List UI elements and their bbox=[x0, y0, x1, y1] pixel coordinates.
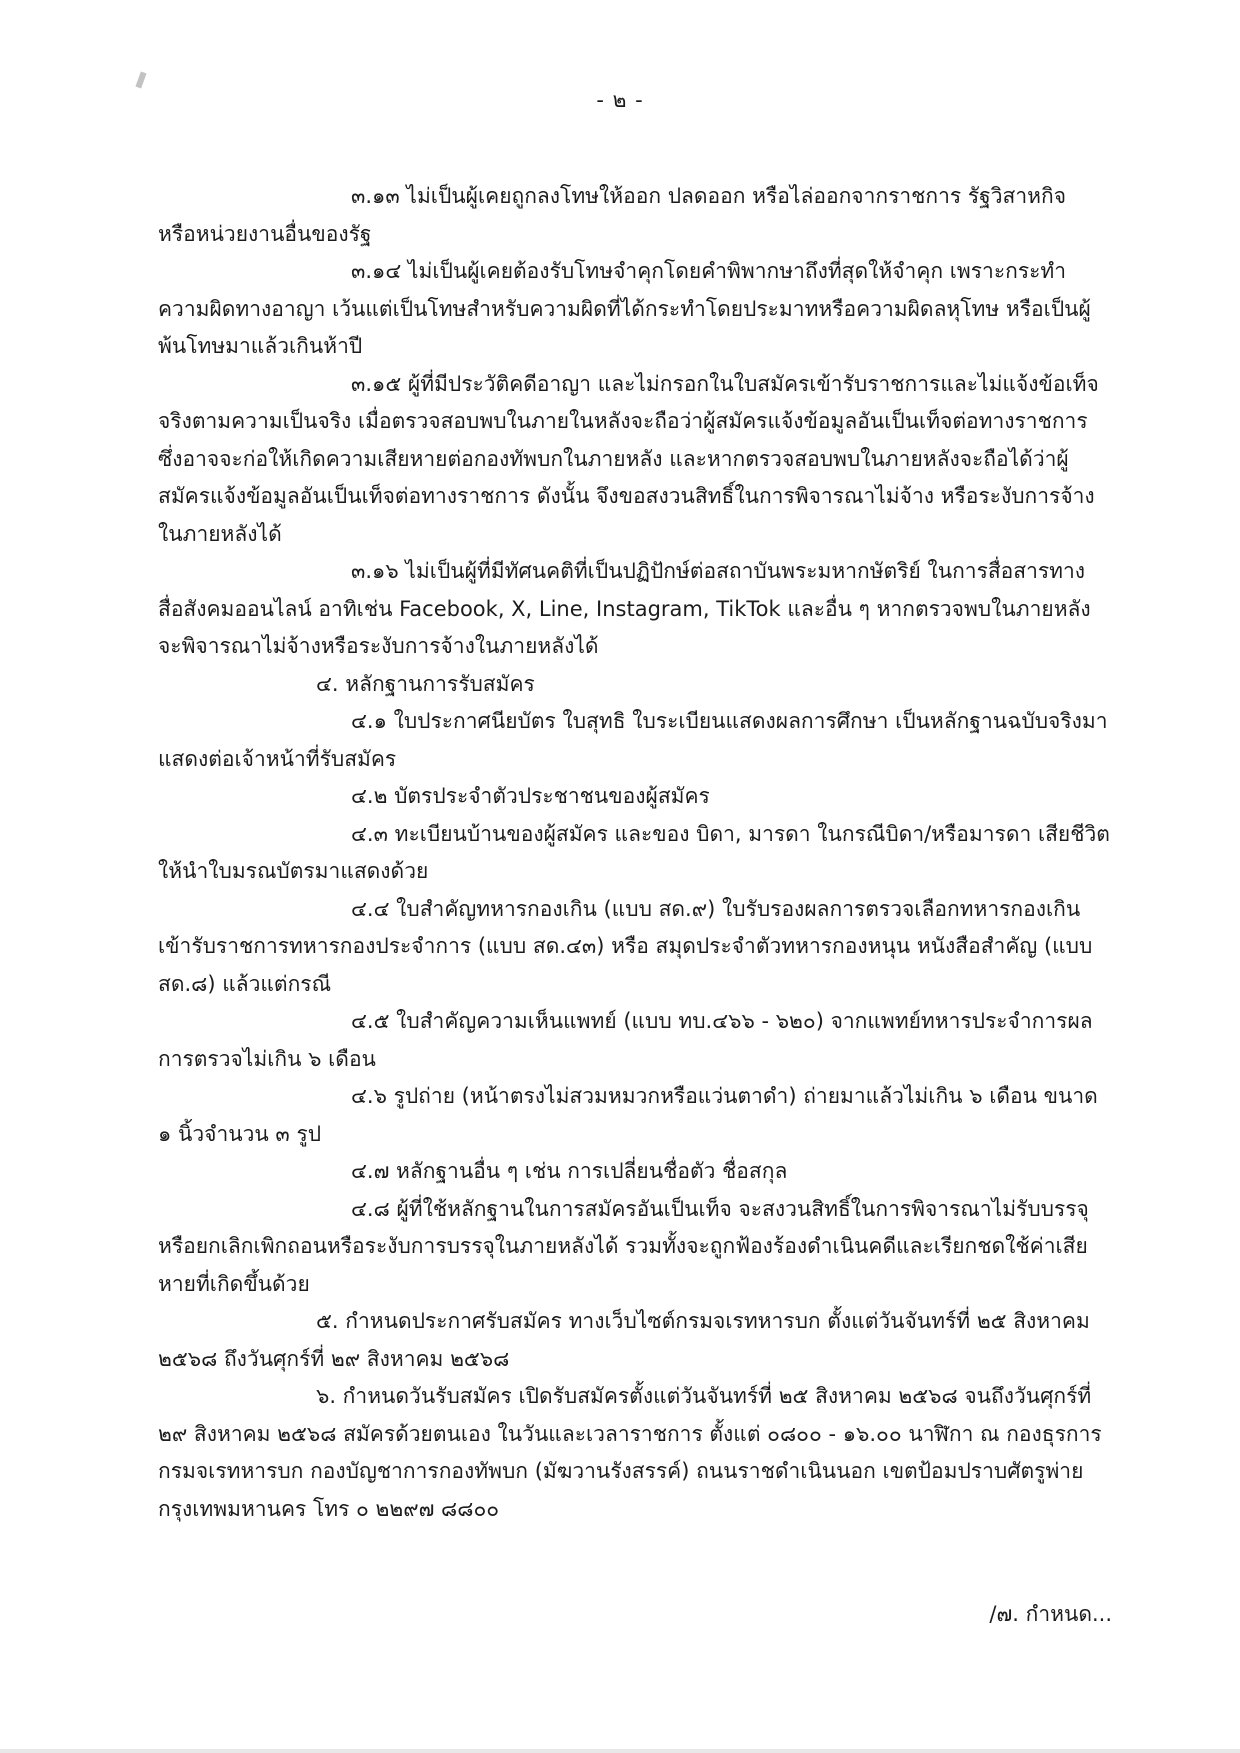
clause-3-16: ๓.๑๖ ไม่เป็นผู้ที่มีทัศนคติที่เป็นปฏิปักษ์ต่อสถาบันพระมหากษัตริย์ ในการสื่อสารทางสื่อสังคมออนไลน์ อาทิเช่น Facebook, X, Line, Instagram, TikTok และอื่น ๆ หากตรวจพบในภายหลังจะพิจารณาไม่จ้างหรือระงับการจ้างในภายหลังได้ bbox=[158, 559, 1091, 658]
scan-edge bbox=[0, 1749, 1240, 1753]
clause-3-14: ๓.๑๔ ไม่เป็นผู้เคยต้องรับโทษจำคุกโดยคำพิพากษาถึงที่สุดให้จำคุก เพราะกระทำความผิดทางอาญา เว้นแต่เป็นโทษสำหรับความผิดที่ได้กระทำโดยประมาทหรือความผิดลหุโทษ หรือเป็นผู้พ้นโทษมาแล้วเกินห้าปี bbox=[158, 259, 1091, 358]
section-6: ๖. กำหนดวันรับสมัคร เปิดรับสมัครตั้งแต่วันจันทร์ที่ ๒๕ สิงหาคม ๒๕๖๘ จนถึงวันศุกร์ที่ ๒๙ สิงหาคม ๒๕๖๘ สมัครด้วยตนเอง ในวันและเวลาราชการ ตั้งแต่ ๐๘๐๐ - ๑๖.๐๐ นาฬิกา ณ กองธุรการ กรมจเรทหารบก กองบัญชาการกองทัพบก (มัฆวานรังสรรค์) ถนนราชดำเนินนอก เขตป้อมปราบศัตรูพ่าย กรุงเทพมหานคร โทร ๐ ๒๒๙๗ ๘๘๐๐ bbox=[158, 1384, 1102, 1521]
clause-4-2: ๔.๒ บัตรประจำตัวประชาชนของผู้สมัคร bbox=[351, 784, 710, 808]
clause-4-5: ๔.๕ ใบสำคัญความเห็นแพทย์ (แบบ ทบ.๔๖๖ - ๖๒๐) จากแพทย์ทหารประจำการผลการตรวจไม่เกิน ๖ เดือน bbox=[158, 1009, 1093, 1071]
section-5: ๕. กำหนดประกาศรับสมัคร ทางเว็บไซต์กรมจเรทหารบก ตั้งแต่วันจันทร์ที่ ๒๕ สิงหาคม ๒๕๖๘ ถึงวันศุกร์ที่ ๒๙ สิงหาคม ๒๕๖๘ bbox=[158, 1309, 1090, 1371]
clause-3-15: ๓.๑๕ ผู้ที่มีประวัติคดีอาญา และไม่กรอกในใบสมัครเข้ารับราชการและไม่แจ้งข้อเท็จจริงตามความเป็นจริง เมื่อตรวจสอบพบในภายในหลังจะถือว่าผู้สมัครแจ้งข้อมูลอันเป็นเท็จต่อทางราชการซึ่งอาจจะก่อให้เกิดความเสียหายต่อกองทัพบกในภายหลัง และหากตรวจสอบพบในภายหลังจะถือได้ว่าผู้สมัครแจ้งข้อมูลอันเป็นเท็จต่อทางราชการ ดังนั้น จึงขอสงวนสิทธิ์ในการพิจารณาไม่จ้าง หรือระงับการจ้างในภายหลังได้ bbox=[158, 371, 1099, 546]
clause-4-3: ๔.๓ ทะเบียนบ้านของผู้สมัคร และของ บิดา, มารดา ในกรณีบิดา/หรือมารดา เสียชีวิต ให้นำใบมรณบัตรมาแสดงด้วย bbox=[158, 821, 1110, 883]
clause-4-7: ๔.๗ หลักฐานอื่น ๆ เช่น การเปลี่ยนชื่อตัว ชื่อสกุล bbox=[351, 1159, 788, 1183]
clause-4-8: ๔.๘ ผู้ที่ใช้หลักฐานในการสมัครอันเป็นเท็จ จะสงวนสิทธิ์ในการพิจารณาไม่รับบรรจุ หรือยกเลิกเพิกถอนหรือระงับการบรรจุในภายหลังได้ รวมทั้งจะถูกฟ้องร้องดำเนินคดีและเรียกชดใช้ค่าเสียหายที่เกิดขึ้นด้วย bbox=[158, 1196, 1089, 1296]
page-number: - ๒ - bbox=[596, 88, 644, 112]
clause-3-13: ๓.๑๓ ไม่เป็นผู้เคยถูกลงโทษให้ออก ปลดออก หรือไล่ออกจากราชการ รัฐวิสาหกิจ หรือหน่วยงานอื่นของรัฐ bbox=[158, 184, 1067, 246]
clause-4-4: ๔.๔ ใบสำคัญทหารกองเกิน (แบบ สด.๙) ใบรับรองผลการตรวจเลือกทหารกองเกินเข้ารับราชการทหารกองประจำการ (แบบ สด.๔๓) หรือ สมุดประจำตัวทหารกองหนุน หนังสือสำคัญ (แบบ สด.๘) แล้วแต่กรณี bbox=[158, 896, 1093, 996]
document-body bbox=[158, 178, 1110, 1528]
continuation-note: /๗. กำหนด... bbox=[989, 1602, 1112, 1626]
section-4-heading: ๔. หลักฐานการรับสมัคร bbox=[316, 671, 535, 696]
clause-4-1: ๔.๑ ใบประกาศนียบัตร ใบสุทธิ ใบระเบียนแสดงผลการศึกษา เป็นหลักฐานฉบับจริงมาแสดงต่อเจ้าหน้าที่รับสมัคร bbox=[158, 709, 1108, 771]
clause-4-6: ๔.๖ รูปถ่าย (หน้าตรงไม่สวมหมวกหรือแว่นตาดำ) ถ่ายมาแล้วไม่เกิน ๖ เดือน ขนาด ๑ นิ้วจำนวน ๓ รูป bbox=[158, 1084, 1098, 1146]
